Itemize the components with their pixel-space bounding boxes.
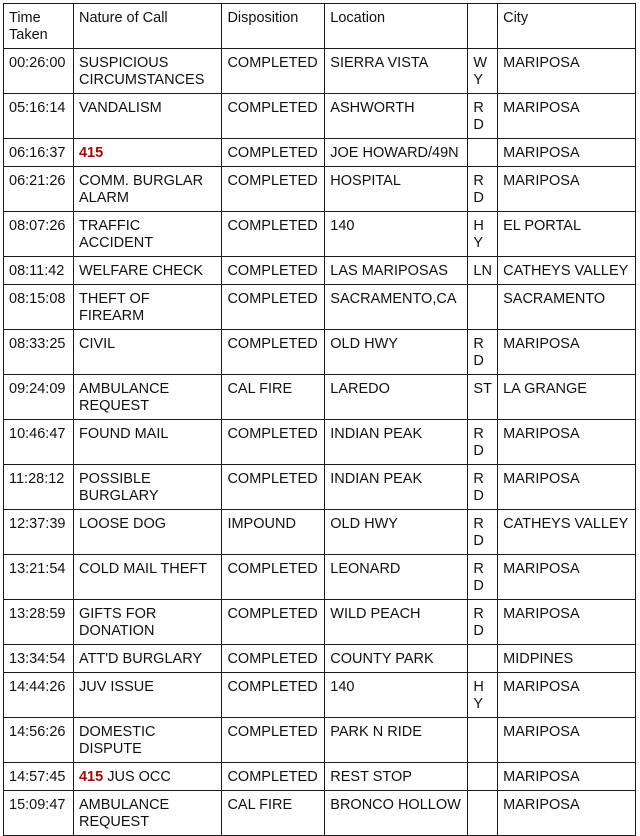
call-code: 415 [78,145,104,161]
cell-suffix [468,285,498,330]
table-row [4,139,636,167]
cell-nature [73,555,221,600]
header-nature: Nature of Call [73,4,221,49]
cell-suffix: RD [468,465,498,510]
table-row [4,718,636,763]
cell-city: LA GRANGE [498,375,636,420]
nature-text: ATT'D BURGLARY [78,651,203,667]
cell-time: 14:56:26 [4,718,74,763]
cell-location: OLD HWY [325,510,468,555]
cell-location: LAS MARIPOSAS [325,257,468,285]
nature-text: SUSPICIOUS CIRCUMSTANCES [78,55,205,88]
cell-nature [73,212,221,257]
cell-location: LAREDO [325,375,468,420]
cell-disposition: COMPLETED [222,49,325,94]
cell-city: MIDPINES [498,645,636,673]
cell-suffix [468,718,498,763]
cell-location: SACRAMENTO,CA [325,285,468,330]
cell-suffix: HY [468,673,498,718]
cell-time: 13:21:54 [4,555,74,600]
cell-nature [73,673,221,718]
nature-text: JUV ISSUE [78,679,154,695]
cell-city: MARIPOSA [498,555,636,600]
cell-location: COUNTY PARK [325,645,468,673]
cell-time: 08:07:26 [4,212,74,257]
cell-nature [73,375,221,420]
cell-disposition: COMPLETED [222,673,325,718]
nature-text: TRAFFIC ACCIDENT [78,218,154,251]
cell-disposition: COMPLETED [222,257,325,285]
cell-city: MARIPOSA [498,465,636,510]
cell-time: 10:46:47 [4,420,74,465]
cell-location: REST STOP [325,763,468,791]
cell-nature [73,600,221,645]
cell-time: 09:24:09 [4,375,74,420]
table-row [4,465,636,510]
nature-text: JUS OCC [107,769,171,785]
cell-suffix [468,645,498,673]
cell-location: INDIAN PEAK [325,465,468,510]
cell-disposition: COMPLETED [222,645,325,673]
cell-time: 08:15:08 [4,285,74,330]
nature-text: CIVIL [78,336,116,352]
cell-time: 00:26:00 [4,49,74,94]
cell-nature [73,139,221,167]
cell-nature [73,718,221,763]
nature-text: COMM. BURGLAR ALARM [78,173,204,206]
table-row [4,375,636,420]
table-row [4,167,636,212]
cell-disposition: CAL FIRE [222,375,325,420]
cell-time: 13:28:59 [4,600,74,645]
cell-location: JOE HOWARD/49N [325,139,468,167]
table-row [4,791,636,836]
nature-text: THEFT OF FIREARM [78,291,150,324]
cell-nature [73,791,221,836]
nature-text: FOUND MAIL [78,426,169,442]
cell-nature [73,465,221,510]
cell-disposition: COMPLETED [222,763,325,791]
nature-text: GIFTS FOR DONATION [78,606,157,639]
nature-text: AMBULANCE REQUEST [78,381,170,414]
cell-location: OLD HWY [325,330,468,375]
table-row [4,330,636,375]
header-suffix [468,4,498,49]
cell-disposition: COMPLETED [222,167,325,212]
nature-text: LOOSE DOG [78,516,167,532]
cell-city: MARIPOSA [498,718,636,763]
cell-suffix: RD [468,600,498,645]
header-location: Location [325,4,468,49]
cell-time: 13:34:54 [4,645,74,673]
nature-text: DOMESTIC DISPUTE [78,724,156,757]
cell-city: CATHEYS VALLEY [498,257,636,285]
cell-location: WILD PEACH [325,600,468,645]
header-disposition: Disposition [222,4,325,49]
cell-city: SACRAMENTO [498,285,636,330]
cell-location: 140 [325,212,468,257]
table-row [4,510,636,555]
cell-city: MARIPOSA [498,600,636,645]
cell-suffix: RD [468,420,498,465]
cell-city: MARIPOSA [498,167,636,212]
table-row [4,49,636,94]
cell-suffix: RD [468,167,498,212]
nature-text: AMBULANCE REQUEST [78,797,170,830]
table-row [4,645,636,673]
cell-city: MARIPOSA [498,791,636,836]
cell-nature [73,49,221,94]
cell-suffix: RD [468,330,498,375]
cell-disposition: COMPLETED [222,139,325,167]
cell-nature [73,763,221,791]
cell-time: 14:57:45 [4,763,74,791]
cell-city: MARIPOSA [498,330,636,375]
cell-nature [73,167,221,212]
cell-suffix: HY [468,212,498,257]
cell-disposition: COMPLETED [222,465,325,510]
cell-time: 12:37:39 [4,510,74,555]
cell-nature [73,330,221,375]
cell-location: BRONCO HOLLOW [325,791,468,836]
cell-disposition: IMPOUND [222,510,325,555]
cell-city: MARIPOSA [498,763,636,791]
cell-city: CATHEYS VALLEY [498,510,636,555]
cell-suffix: ST [468,375,498,420]
cell-city: EL PORTAL [498,212,636,257]
cell-disposition: COMPLETED [222,212,325,257]
nature-text: POSSIBLE BURGLARY [78,471,159,504]
cell-disposition: COMPLETED [222,718,325,763]
cell-time: 05:16:14 [4,94,74,139]
cell-location: PARK N RIDE [325,718,468,763]
cell-suffix: RD [468,94,498,139]
cell-suffix: WY [468,49,498,94]
table-row [4,555,636,600]
call-code: 415 [78,769,104,785]
cell-suffix: RD [468,555,498,600]
table-row [4,257,636,285]
cell-disposition: COMPLETED [222,600,325,645]
cell-disposition: COMPLETED [222,285,325,330]
header-time: Time Taken [4,4,74,49]
cell-nature [73,94,221,139]
cell-time: 08:33:25 [4,330,74,375]
nature-text: COLD MAIL THEFT [78,561,208,577]
table-row [4,212,636,257]
cell-time: 06:16:37 [4,139,74,167]
cell-disposition: COMPLETED [222,94,325,139]
table-row [4,420,636,465]
cell-time: 06:21:26 [4,167,74,212]
cell-suffix: LN [468,257,498,285]
cell-time: 15:09:47 [4,791,74,836]
cell-disposition: COMPLETED [222,555,325,600]
cell-disposition: CAL FIRE [222,791,325,836]
cell-nature [73,285,221,330]
cell-city: MARIPOSA [498,139,636,167]
cell-time: 14:44:26 [4,673,74,718]
nature-text: VANDALISM [78,100,162,116]
cell-time: 08:11:42 [4,257,74,285]
call-log-table [3,3,636,836]
cell-location: 140 [325,673,468,718]
table-row [4,94,636,139]
nature-text: WELFARE CHECK [78,263,204,279]
cell-nature [73,257,221,285]
table-row [4,673,636,718]
table-row [4,285,636,330]
cell-location: ASHWORTH [325,94,468,139]
cell-disposition: COMPLETED [222,330,325,375]
cell-suffix [468,791,498,836]
header-row [4,4,636,49]
cell-location: SIERRA VISTA [325,49,468,94]
cell-suffix [468,139,498,167]
cell-disposition: COMPLETED [222,420,325,465]
cell-city: MARIPOSA [498,94,636,139]
cell-location: HOSPITAL [325,167,468,212]
cell-nature [73,645,221,673]
header-city: City [498,4,636,49]
cell-suffix: RD [468,510,498,555]
cell-location: INDIAN PEAK [325,420,468,465]
cell-time: 11:28:12 [4,465,74,510]
table-row [4,600,636,645]
cell-location: LEONARD [325,555,468,600]
cell-city: MARIPOSA [498,420,636,465]
cell-nature [73,510,221,555]
cell-nature [73,420,221,465]
cell-suffix [468,763,498,791]
cell-city: MARIPOSA [498,49,636,94]
table-row [4,763,636,791]
cell-city: MARIPOSA [498,673,636,718]
